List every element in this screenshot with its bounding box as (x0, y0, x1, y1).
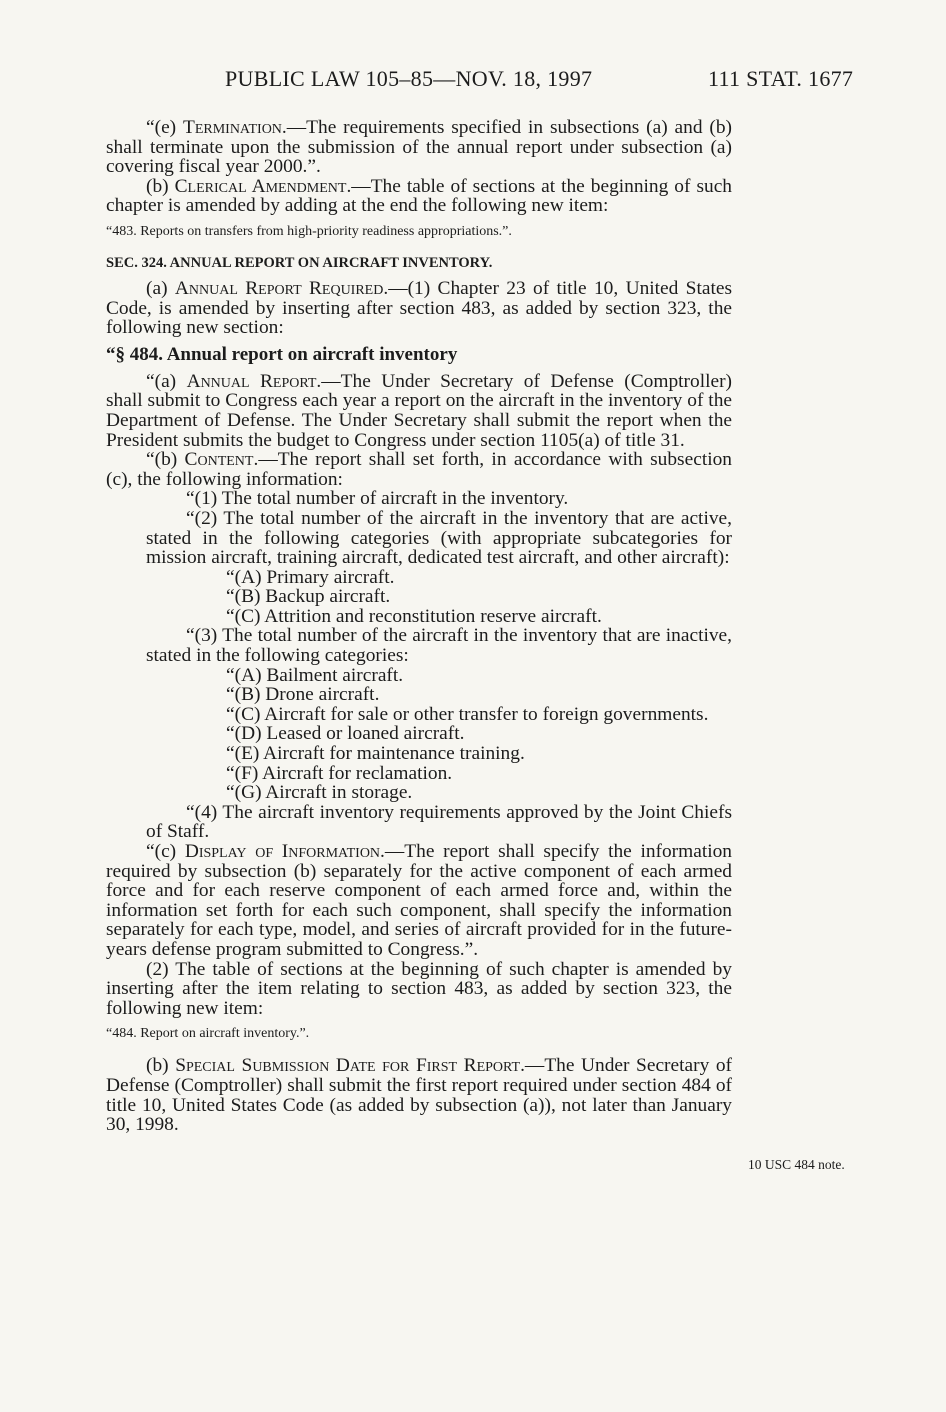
text-run: “(G) Aircraft in storage. (226, 782, 413, 804)
header-title: PUBLIC LAW 105–85—NOV. 18, 1997 (225, 66, 593, 91)
paragraph-18 (106, 744, 732, 764)
header-stat-page: 111 STAT. 1677 (708, 66, 854, 91)
margin-note: 10 USC 484 note. (748, 1157, 845, 1172)
text-run: “(3) The total number of the aircraft in the inventory that are inactive, stated in the following categories: (146, 625, 732, 667)
text-run: “(C) Attrition and reconstitution reserve aircraft. (226, 605, 602, 627)
text-run: .—The Under Secretary of Defense (Comptroller) shall submit the first report required under section 484 of title 10, United States Code (as added by subsection (a)), not later than January 30, 1998. (106, 1055, 732, 1136)
text-run: .—The Under Secretary of Defense (Comptroller) shall submit to Congress each year a report on the aircraft in the inventory of the Department of Defense. The Under Secretary shall submit the report when the President submits the budget to Congress under section 1105(a) of title 31. (106, 370, 732, 451)
text-run: .—The table of sections at the beginning of such chapter is amended by adding at the end the following new item: (106, 175, 732, 217)
text-run: (2) The table of sections at the beginning of such chapter is amended by inserting after the item relating to section 483, as added by section 323, the following new item: (106, 958, 732, 1019)
paragraph-9 (106, 509, 732, 568)
text-run: “(B) Backup aircraft. (226, 586, 391, 608)
paragraph-10 (106, 568, 732, 588)
text-run: “(e) (146, 117, 183, 138)
paragraph-22 (106, 842, 732, 960)
text-run: (b) (146, 1055, 176, 1077)
text-run: Annual Report Required (174, 277, 384, 299)
text-run: “(A) Bailment aircraft. (226, 664, 404, 686)
text-run: “(a) (146, 370, 187, 392)
paragraph-2 (106, 223, 732, 241)
text-run: .—(1) Chapter 23 of title 10, United States Code, is amended by inserting after section 483, as added by section 323, the following new section: (106, 277, 732, 339)
paragraph-0 (106, 118, 732, 177)
paragraph-16 (106, 705, 732, 725)
paragraph-15 (106, 685, 732, 705)
paragraph-13 (106, 626, 732, 665)
text-run: “(2) The total number of the aircraft in the inventory that are active, stated in the following categories (with appropriate subcategories for mission aircraft, training aircraft, dedicated test aircraft, and other aircraft): (146, 507, 732, 569)
paragraph-19 (106, 764, 732, 784)
paragraph-20 (106, 783, 732, 803)
paragraph-17 (106, 724, 732, 744)
text-run: “(E) Aircraft for maintenance training. (226, 743, 525, 765)
paragraph-12 (106, 607, 732, 627)
paragraph-23 (106, 960, 732, 1019)
paragraph-4 (106, 279, 732, 338)
text-run: “(c) (146, 841, 185, 862)
text-run: Content (184, 449, 254, 471)
text-run: Annual Report (186, 370, 317, 392)
text-run: “484. Report on aircraft inventory.”. (106, 1026, 310, 1042)
paragraph-6 (106, 372, 732, 450)
text-run: “483. Reports on transfers from high-priority readiness appropriations.”. (106, 223, 512, 239)
text-run: “(1) The total number of aircraft in the inventory. (186, 488, 569, 510)
paragraph-21 (106, 803, 732, 842)
paragraph-7 (106, 450, 732, 489)
paragraph-5 (106, 345, 732, 365)
text-run: “(C) Aircraft for sale or other transfer to foreign governments. (226, 703, 709, 725)
text-run: (a) (146, 277, 175, 299)
text-run: “§ 484. Annual report on aircraft inventory (106, 343, 458, 365)
paragraph-3 (106, 254, 732, 272)
text-run: “(b) (146, 449, 185, 471)
text-run: “(B) Drone aircraft. (226, 684, 380, 706)
paragraph-25 (106, 1056, 732, 1134)
paragraph-14 (106, 666, 732, 686)
paragraph-24 (106, 1025, 732, 1043)
paragraph-1 (106, 177, 732, 216)
text-run: “(F) Aircraft for reclamation. (226, 762, 453, 784)
text-run: Special Submission Date for First Report (175, 1055, 521, 1077)
text-run: Termination (182, 117, 282, 138)
paragraph-11 (106, 587, 732, 607)
body-text (106, 118, 732, 1135)
text-run: “(4) The aircraft inventory requirements approved by the Joint Chiefs of Staff. (146, 801, 732, 843)
paragraph-8 (106, 489, 732, 509)
text-run: “(D) Leased or loaned aircraft. (226, 723, 465, 745)
text-run: Clerical Amendment (174, 175, 347, 197)
text-run: .—The requirements specified in subsections (a) and (b) shall terminate upon the submission of the annual report under subsection (a) covering fiscal year 2000.”. (106, 117, 732, 178)
text-run: (b) (146, 175, 175, 197)
page-header (0, 66, 946, 96)
text-run: .—The report shall set forth, in accordance with subsection (c), the following information: (106, 449, 732, 490)
text-run: SEC. 324. ANNUAL REPORT ON AIRCRAFT INVENTORY. (106, 254, 493, 271)
text-run: .—The report shall specify the information required by subsection (b) separately for the active component of each armed force and for each reserve component of each armed force and, within the information set forth for each such component, shall specify the information separately for each type, model, and series of aircraft provided for in the future-years defense program submitted to Congress.”. (106, 841, 732, 960)
text-run: “(A) Primary aircraft. (226, 566, 395, 588)
text-run: Display of Information (184, 841, 381, 862)
